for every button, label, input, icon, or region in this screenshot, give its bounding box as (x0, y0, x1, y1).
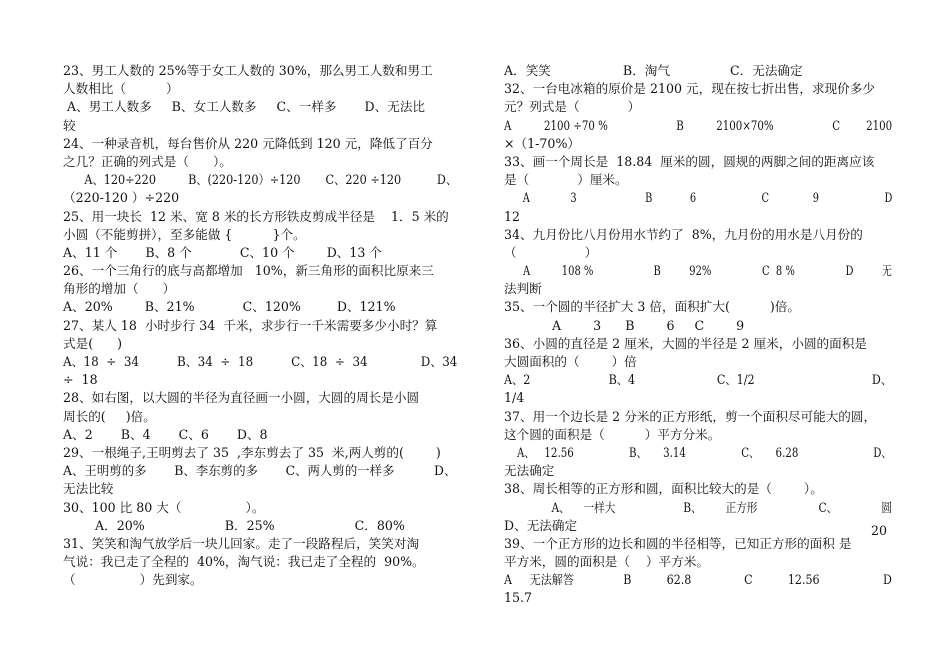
text-line: ×（1-70%） (504, 135, 580, 151)
text-line: 无法确定 (504, 463, 555, 479)
text-line: （ ） (504, 244, 598, 260)
text-line: 人数相比（ ） (63, 81, 179, 97)
text-line: 12 (504, 208, 521, 224)
overlapping-number: 20 (871, 523, 888, 538)
text-line: 25、用一块长 12 米、宽 8 米的长方形铁皮剪成半径是 1．5 米的 (63, 208, 449, 224)
text-line: 24、一种录音机，每台售价从 220 元降低到 120 元，降低了百分 (63, 135, 433, 151)
text-line: 之几？正确的列式是（ ）。 (63, 153, 232, 169)
text-line: 平方米，圆的面积是（ ）平方米。 (504, 554, 709, 570)
text-line: A、 12.56 B、 3.14 C、 6.28 D、 (504, 444, 892, 460)
text-line: 31、笑笑和淘气放学后一块儿回家。走了一段路程后，笑笑对淘 (63, 535, 420, 551)
text-line: A、20% B、21% C、120% D、121% (63, 299, 396, 315)
text-line: 35、一个圆的半径扩大 3 倍，面积扩大( )倍。 (504, 299, 800, 315)
text-line: 这个圆的面积是（ ）平方分米。 (504, 426, 721, 442)
text-line: A、王明剪的多 B、李东剪的多 C、两人剪的一样多 D、 (63, 463, 457, 479)
text-line: 式是( ) (63, 335, 123, 351)
text-line: 34、九月份比八月份用水节约了 8%，九月份的用水是八月份的 (504, 226, 863, 242)
text-line: A 无法解答 B 62.8 C 12.56 D (504, 572, 892, 588)
text-line: ÷ 18 (63, 372, 98, 388)
left-column (63, 62, 457, 589)
text-line: 29、一根绳子,王明剪去了 35 ,李东剪去了 35 米,两人剪的( ) (63, 444, 441, 460)
text-line: 33、画一个周长是 18.84 厘米的圆，圆规的两脚之间的距离应该 (504, 153, 875, 169)
text-line: 36、小圆的直径是 2 厘米，大圆的半径是 2 厘米，小圆的面积是 (504, 335, 867, 351)
text-line: A 108 % B 92% C 8 % D 无 (504, 263, 892, 279)
text-line: 39、一个正方形的边长和圆的半径相等，已知正方形的面积 是 (504, 535, 852, 551)
text-line: 23、男工人数的 25%等于女工人数的 30%，那么男工人数和男工 (63, 63, 433, 78)
text-line: 38、周长相等的正方形和圆，面积比较大的是（ ）。 (504, 481, 823, 497)
text-line: （220-120 ）÷220 (63, 190, 180, 206)
text-line: A、2 B、4 C、1/2 D、 (504, 372, 893, 388)
text-line: 大圆面积的（ ）倍 (504, 354, 637, 369)
text-line: A 2100 ÷70 % B 2100×70% C 2100 (504, 117, 893, 133)
text-line: A、18 ÷ 34 B、34 ÷ 18 C、18 ÷ 34 D、34 (63, 354, 458, 369)
text-line: 是（ ）厘米。 (504, 172, 628, 188)
text-line: A．20% B．25% C．80% (63, 517, 405, 533)
text-line: 27、某人 18 小时步行 34 千米，求步行一千米需要多少小时？算 (63, 317, 438, 333)
text-line: A 3 B 6 C 9 (504, 317, 745, 333)
text-line: A 3 B 6 C 9 D (504, 190, 893, 206)
text-line: A、 一样大 B、 正方形 C、 圆 (504, 499, 893, 515)
text-line: 1/4 (504, 390, 525, 406)
text-line: A、11 个 B、8 个 C、10 个 D、13 个 (63, 244, 383, 260)
text-line: A、120÷220 B、(220-120）÷120 C、220 ÷120 D、 (63, 172, 458, 188)
text-line: 气说：我已走了全程的 40%，淘气说：我已走了全程的 90%。 (63, 554, 425, 570)
text-line: 28、如右图，以大圆的半径为直径画一小圆，大圆的周长是小圆 (63, 390, 420, 406)
text-line: A、2 B、4 C、6 D、8 (63, 426, 268, 442)
text-line: A、男工人数多 B、女工人数多 C、一样多 D、无法比 (63, 99, 426, 115)
text-line: 角形的增加（ ） (63, 281, 176, 297)
text-line: 30、100 比 80 大（ ）。 (63, 499, 265, 515)
text-line: 37、用一个边长是 2 分米的正方形纸，剪一个面积尽可能大的圆， (504, 408, 877, 424)
text-line: 较 (63, 117, 76, 133)
text-line: （ ）先到家。 (63, 572, 203, 588)
right-column (504, 62, 892, 608)
text-line: 元？列式是（ ） (504, 99, 641, 115)
text-line: 15.7 (504, 590, 533, 606)
text-line: 32、一台电冰箱的原价是 2100 元，现在按七折出售，求现价多少 (504, 81, 875, 97)
text-line: 无法比较 (63, 481, 114, 497)
text-line: A．笑笑 B．淘气 C．无法确定 (504, 63, 803, 78)
text-line: 法判断 (504, 281, 542, 297)
text-line: D、无法确定 (504, 517, 578, 533)
text-line: 26、一个三角行的底与高都增加 10%，新三角形的面积比原来三 (63, 263, 434, 279)
text-line: 小圆（不能剪拼），至多能做 { }个。 (63, 226, 306, 242)
text-line: 周长的( )倍。 (63, 408, 156, 424)
